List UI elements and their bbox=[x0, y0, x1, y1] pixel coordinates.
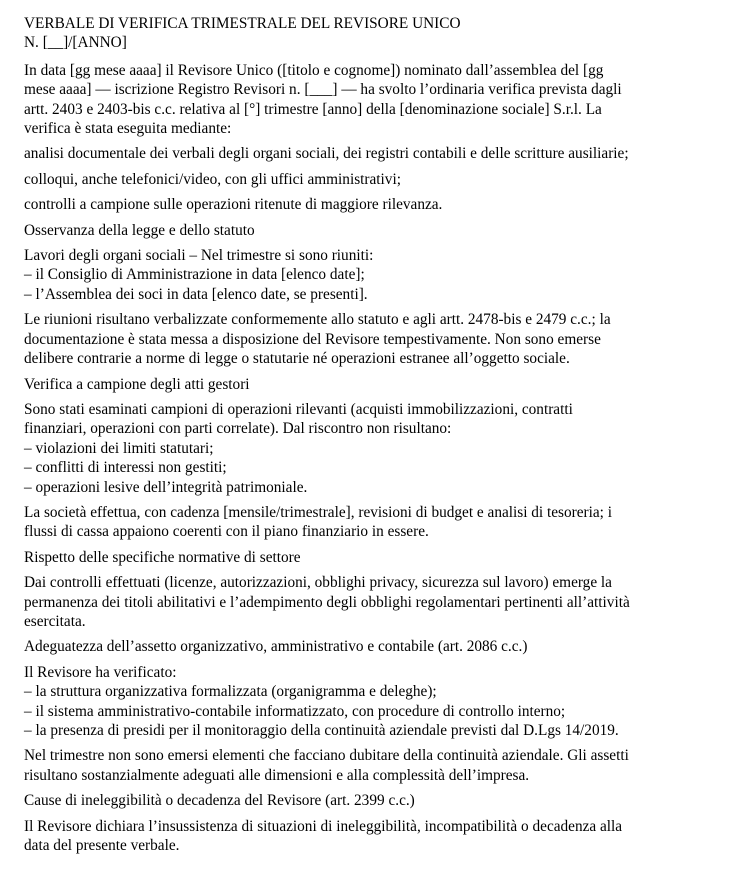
paragraph-line: permanenza dei titoli abilitativi e l’adempimento degli obblighi regolamentari pertinenti all’attività bbox=[24, 593, 630, 611]
section-heading-text: Verifica a campione degli atti gestori bbox=[24, 375, 250, 393]
section-heading-text: Osservanza della legge e dello statuto bbox=[24, 221, 255, 239]
paragraph-line: artt. 2403 e 2403-bis c.c. relativa al [°] trimestre [anno] della [denominazione sociale] S.r.l. La bbox=[24, 100, 602, 118]
body-paragraph bbox=[24, 246, 714, 304]
body-paragraph bbox=[24, 573, 714, 631]
paragraph-line: – il Consiglio di Amministrazione in data [elenco date]; bbox=[24, 266, 365, 284]
paragraph-line: esercitata. bbox=[24, 612, 86, 630]
paragraph-line: mese aaaa] — iscrizione Registro Revisori n. [___] — ha svolto l’ordinaria verifica prevista dagli bbox=[24, 81, 622, 99]
body-paragraph bbox=[24, 746, 714, 785]
paragraph-line: La società effettua, con cadenza [mensile/trimestrale], revisioni di budget e analisi di tesoreria; i bbox=[24, 503, 612, 521]
paragraph-line: Dai controlli effettuati (licenze, autorizzazioni, obblighi privacy, sicurezza sul lavoro) emerge la bbox=[24, 574, 612, 592]
paragraph-line: controlli a campione sulle operazioni ritenute di maggiore rilevanza. bbox=[24, 196, 443, 214]
document-page bbox=[24, 14, 714, 861]
section-heading bbox=[24, 548, 714, 567]
body-paragraph bbox=[24, 195, 714, 214]
paragraph-line: finanziari, operazioni con parti correlate). Dal riscontro non risultano: bbox=[24, 420, 452, 438]
paragraph-line: verifica è stata eseguita mediante: bbox=[24, 120, 232, 138]
paragraph-line: colloqui, anche telefonici/video, con gli uffici amministrativi; bbox=[24, 170, 401, 188]
body-paragraph bbox=[24, 310, 714, 368]
body-paragraph bbox=[24, 503, 714, 542]
paragraph-line: flussi di cassa appaiono coerenti con il piano finanziario in essere. bbox=[24, 523, 429, 541]
paragraph-line: – operazioni lesive dell’integrità patrimoniale. bbox=[24, 478, 308, 496]
paragraph-line: Le riunioni risultano verbalizzate conformemente allo statuto e agli artt. 2478-bis e 2479 c.c.; la bbox=[24, 311, 611, 329]
body-paragraph bbox=[24, 400, 714, 497]
section-heading bbox=[24, 221, 714, 240]
paragraph-line: risultano sostanzialmente adeguati alle dimensioni e alla complessità dell’impresa. bbox=[24, 766, 530, 784]
section-heading bbox=[24, 375, 714, 394]
paragraph-line: Il Revisore ha verificato: bbox=[24, 663, 177, 681]
section-heading-text: Adeguatezza dell’assetto organizzativo, amministrativo e contabile (art. 2086 c.c.) bbox=[24, 638, 528, 656]
paragraph-line: Lavori degli organi sociali – Nel trimestre si sono riuniti: bbox=[24, 247, 374, 265]
paragraph-line: – la presenza di presidi per il monitoraggio della continuità aziendale previsti dal D.Lgs 14/2019. bbox=[24, 722, 619, 739]
paragraph-line: Nel trimestre non sono emersi elementi che facciano dubitare della continuità aziendale. Gli assetti bbox=[24, 747, 629, 765]
document-number: N. [__]/[ANNO] bbox=[24, 34, 127, 52]
body-paragraph bbox=[24, 61, 714, 139]
body-paragraph bbox=[24, 170, 714, 189]
paragraph-line: data del presente verbale. bbox=[24, 837, 180, 855]
paragraph-line: In data [gg mese aaaa] il Revisore Unico ([titolo e cognome]) nominato dall’assemblea del [gg bbox=[24, 61, 604, 79]
paragraph-line: – violazioni dei limiti statutari; bbox=[24, 439, 214, 457]
paragraph-line: delibere contrarie a norme di legge o statutarie né operazioni estranee all’oggetto sociale. bbox=[24, 350, 570, 368]
section-heading bbox=[24, 637, 714, 656]
paragraph-line: Sono stati esaminati campioni di operazioni rilevanti (acquisti immobilizzazioni, contratti bbox=[24, 400, 573, 418]
body-paragraph bbox=[24, 663, 714, 741]
document-title: VERBALE DI VERIFICA TRIMESTRALE DEL REVISORE UNICO bbox=[24, 15, 461, 32]
section-heading-text: Cause di ineleggibilità o decadenza del Revisore (art. 2399 c.c.) bbox=[24, 792, 415, 810]
section-heading bbox=[24, 791, 714, 810]
paragraph-line: – l’Assemblea dei soci in data [elenco date, se presenti]. bbox=[24, 285, 368, 303]
paragraph-line: – il sistema amministrativo-contabile informatizzato, con procedure di controllo interno; bbox=[24, 702, 566, 720]
body-paragraph bbox=[24, 817, 714, 856]
paragraph-line: analisi documentale dei verbali degli organi sociali, dei registri contabili e delle scritture ausiliarie; bbox=[24, 145, 629, 163]
paragraph-line: – la struttura organizzativa formalizzata (organigramma e deleghe); bbox=[24, 683, 437, 701]
document-body bbox=[24, 61, 714, 856]
body-paragraph bbox=[24, 144, 714, 163]
document-title-block bbox=[24, 14, 714, 53]
paragraph-line: documentazione è stata messa a disposizione del Revisore tempestivamente. Non sono emerse bbox=[24, 330, 601, 348]
paragraph-line: Il Revisore dichiara l’insussistenza di situazioni di ineleggibilità, incompatibilità o decadenza alla bbox=[24, 817, 623, 835]
section-heading-text: Rispetto delle specifiche normative di settore bbox=[24, 548, 301, 566]
paragraph-line: – conflitti di interessi non gestiti; bbox=[24, 459, 227, 477]
